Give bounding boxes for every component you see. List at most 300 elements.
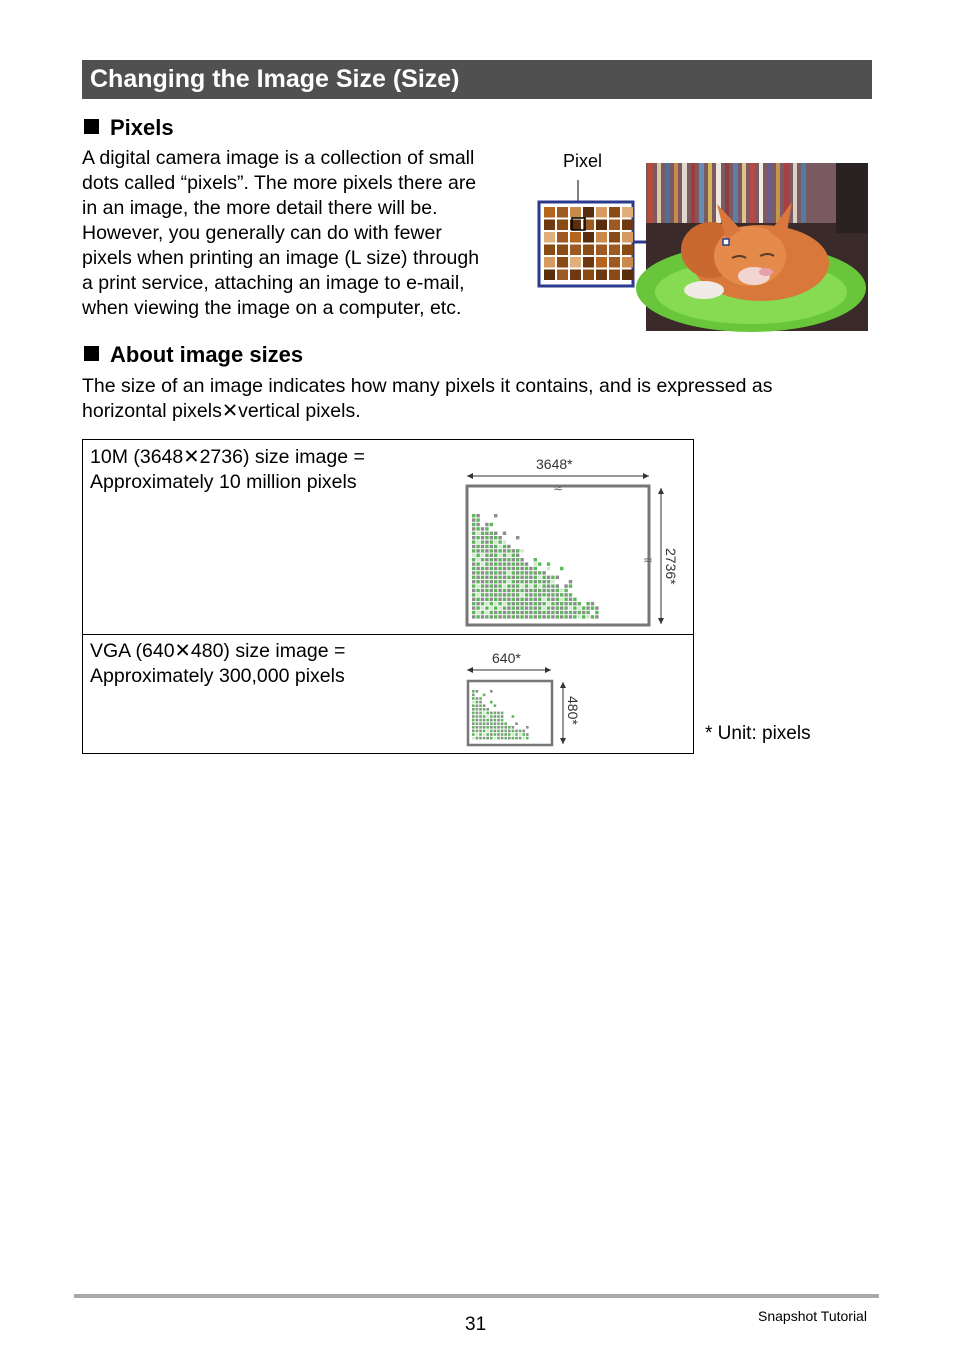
mosaic-pixel bbox=[476, 704, 479, 707]
mosaic-pixel bbox=[481, 536, 484, 539]
mosaic-pixel bbox=[472, 726, 475, 729]
mosaic-pixel bbox=[481, 571, 484, 574]
mosaic-pixel bbox=[494, 704, 497, 707]
mosaic-pixel bbox=[472, 704, 475, 707]
row-vga-text: VGA (640✕480) size image = Approximately 300,000 pixels bbox=[90, 640, 346, 687]
mosaic-pixel bbox=[578, 611, 581, 614]
mosaic-pixel bbox=[472, 518, 475, 521]
mosaic-pixel bbox=[569, 606, 572, 609]
mosaic-pixel bbox=[481, 584, 484, 587]
mosaic-pixel bbox=[516, 536, 519, 539]
mosaic-pixel bbox=[494, 536, 497, 539]
mosaic-pixel bbox=[490, 532, 493, 535]
mosaic-pixel bbox=[497, 722, 500, 725]
mosaic-pixel bbox=[476, 701, 479, 704]
mosaic-pixel bbox=[490, 580, 493, 583]
mosaic-pixel bbox=[498, 536, 501, 539]
mosaic-pixel bbox=[472, 615, 475, 618]
pixel-cell bbox=[622, 245, 633, 256]
mosaic-pixel bbox=[520, 549, 523, 552]
mosaic-pixel bbox=[515, 722, 518, 725]
mosaic-pixel bbox=[472, 558, 475, 561]
mosaic-pixel bbox=[515, 733, 518, 736]
mosaic-pixel bbox=[472, 737, 475, 740]
mosaic-pixel bbox=[564, 611, 567, 614]
height-label-vga: 480* bbox=[565, 696, 581, 725]
pixels-heading bbox=[84, 115, 174, 141]
width-label-vga: 640* bbox=[492, 650, 521, 666]
page-number: 31 bbox=[465, 1314, 487, 1335]
mosaic-pixel bbox=[481, 562, 484, 565]
mosaic-pixel bbox=[503, 584, 506, 587]
mosaic-pixel bbox=[490, 549, 493, 552]
mosaic-pixel bbox=[512, 558, 515, 561]
mosaic-pixel bbox=[485, 554, 488, 557]
mosaic-pixel bbox=[490, 589, 493, 592]
mosaic-pixel bbox=[547, 562, 550, 565]
mosaic-pixel bbox=[503, 576, 506, 579]
mosaic-pixel bbox=[516, 584, 519, 587]
mosaic-pixel bbox=[472, 719, 475, 722]
mosaic-pixel bbox=[472, 523, 475, 526]
mosaic-pixel bbox=[479, 722, 482, 725]
mosaic-pixel bbox=[547, 584, 550, 587]
mosaic-pixel bbox=[529, 611, 532, 614]
mosaic-pixel bbox=[529, 615, 532, 618]
mosaic-pixel bbox=[520, 598, 523, 601]
pixel-cell bbox=[583, 270, 594, 281]
mosaic-pixel bbox=[529, 576, 532, 579]
mosaic-pixel bbox=[498, 567, 501, 570]
mosaic-pixel bbox=[534, 589, 537, 592]
mosaic-pixel bbox=[485, 580, 488, 583]
mosaic-pixel bbox=[582, 611, 585, 614]
mosaic-pixel bbox=[538, 589, 541, 592]
mosaic-pixel bbox=[516, 576, 519, 579]
mosaic-pixel bbox=[494, 532, 497, 535]
mosaic-pixel bbox=[483, 708, 486, 711]
svg-text:≈: ≈ bbox=[553, 481, 564, 495]
mosaic-pixel bbox=[472, 527, 475, 530]
mosaic-pixel bbox=[486, 733, 489, 736]
mosaic-pixel bbox=[486, 737, 489, 740]
mosaic-pixel bbox=[551, 576, 554, 579]
pixel-cell bbox=[557, 257, 568, 268]
mosaic-pixel bbox=[483, 719, 486, 722]
mosaic-pixel bbox=[560, 611, 563, 614]
pixel-cell bbox=[544, 257, 555, 268]
mosaic-pixel bbox=[556, 602, 559, 605]
pixel-cell bbox=[544, 232, 555, 243]
mosaic-pixel bbox=[556, 589, 559, 592]
mosaic-pixel bbox=[476, 584, 479, 587]
mosaic-pixel bbox=[485, 593, 488, 596]
mosaic-pixel bbox=[481, 593, 484, 596]
mosaic-pixel bbox=[472, 697, 475, 700]
mosaic-pixel bbox=[520, 584, 523, 587]
mosaic-pixel bbox=[481, 567, 484, 570]
pixel-cell bbox=[544, 220, 555, 231]
mosaic-pixel bbox=[508, 733, 511, 736]
mosaic-pixel bbox=[538, 593, 541, 596]
mosaic-pixel bbox=[504, 722, 507, 725]
mosaic-pixel bbox=[542, 611, 545, 614]
pixels-heading-text: Pixels bbox=[110, 115, 174, 140]
mosaic-pixel bbox=[519, 737, 522, 740]
pixel-cell bbox=[544, 207, 555, 218]
mosaic-pixel bbox=[534, 602, 537, 605]
diagram-vga bbox=[453, 646, 593, 752]
mosaic-pixel bbox=[503, 593, 506, 596]
mosaic-pixel bbox=[547, 606, 550, 609]
mosaic-pixel bbox=[490, 690, 493, 693]
mosaic-pixel bbox=[481, 611, 484, 614]
mosaic-pixel bbox=[494, 571, 497, 574]
mosaic-pixel bbox=[476, 558, 479, 561]
mosaic-pixel bbox=[591, 615, 594, 618]
mosaic-pixel bbox=[486, 730, 489, 733]
mosaic-pixel bbox=[494, 540, 497, 543]
mosaic-pixel bbox=[512, 611, 515, 614]
mosaic-pixel bbox=[551, 584, 554, 587]
mosaic-pixel bbox=[560, 602, 563, 605]
mosaic-pixel bbox=[485, 576, 488, 579]
mosaic-pixel bbox=[547, 589, 550, 592]
mosaic-pixel bbox=[564, 593, 567, 596]
pixel-cell bbox=[583, 245, 594, 256]
mosaic-pixel bbox=[520, 562, 523, 565]
mosaic-pixel bbox=[472, 567, 475, 570]
mosaic-pixel bbox=[490, 598, 493, 601]
mosaic-pixel bbox=[507, 615, 510, 618]
footer-section-label: Snapshot Tutorial bbox=[758, 1308, 867, 1324]
mosaic-pixel bbox=[479, 726, 482, 729]
mosaic-pixel bbox=[519, 733, 522, 736]
mosaic-pixel bbox=[490, 562, 493, 565]
mosaic-pixel bbox=[507, 606, 510, 609]
mosaic-pixel bbox=[507, 562, 510, 565]
mosaic-pixel bbox=[534, 562, 537, 565]
mosaic-pixel bbox=[498, 584, 501, 587]
mosaic-pixel bbox=[529, 567, 532, 570]
mosaic-pixel bbox=[525, 611, 528, 614]
mosaic-pixel bbox=[472, 562, 475, 565]
mosaic-pixel bbox=[476, 545, 479, 548]
mosaic-pixel bbox=[560, 606, 563, 609]
mosaic-pixel bbox=[476, 602, 479, 605]
mosaic-pixel bbox=[503, 540, 506, 543]
mosaic-pixel bbox=[476, 536, 479, 539]
mosaic-pixel bbox=[578, 606, 581, 609]
mosaic-pixel bbox=[490, 611, 493, 614]
mosaic-pixel bbox=[547, 580, 550, 583]
mosaic-pixel bbox=[481, 527, 484, 530]
mosaic-pixel bbox=[498, 545, 501, 548]
mosaic-pixel bbox=[507, 558, 510, 561]
mosaic-pixel bbox=[519, 730, 522, 733]
mosaic-pixel bbox=[520, 606, 523, 609]
pixel-cell bbox=[596, 270, 607, 281]
mosaic-pixel bbox=[534, 598, 537, 601]
mosaic-pixel bbox=[582, 615, 585, 618]
mosaic-pixel bbox=[485, 540, 488, 543]
mosaic-pixel bbox=[472, 694, 475, 697]
mosaic-pixel bbox=[542, 580, 545, 583]
mosaic-pixel bbox=[476, 733, 479, 736]
mosaic-pixel bbox=[490, 523, 493, 526]
mosaic-pixel bbox=[516, 593, 519, 596]
mosaic-pixel bbox=[486, 715, 489, 718]
pixel-cell bbox=[570, 257, 581, 268]
mosaic-pixel bbox=[490, 701, 493, 704]
mosaic-pixel bbox=[476, 697, 479, 700]
mosaic-pixel bbox=[490, 584, 493, 587]
mosaic-pixel bbox=[494, 615, 497, 618]
mosaic-pixel bbox=[498, 606, 501, 609]
mosaic-pixel bbox=[472, 722, 475, 725]
pixel-cell bbox=[570, 232, 581, 243]
sizes-heading bbox=[84, 342, 303, 368]
mosaic-pixel bbox=[503, 532, 506, 535]
mosaic-pixel bbox=[486, 726, 489, 729]
mosaic-pixel bbox=[481, 549, 484, 552]
mosaic-pixel bbox=[512, 571, 515, 574]
mosaic-pixel bbox=[498, 571, 501, 574]
mosaic-pixel bbox=[481, 532, 484, 535]
mosaic-pixel bbox=[507, 611, 510, 614]
mosaic-pixel bbox=[472, 730, 475, 733]
pixels-paragraph-line: in an image, the more detail there will be. bbox=[82, 197, 438, 219]
mosaic-pixel bbox=[569, 580, 572, 583]
mosaic-pixel bbox=[503, 589, 506, 592]
pixel-cell bbox=[557, 220, 568, 231]
mosaic-pixel bbox=[476, 567, 479, 570]
mosaic-pixel bbox=[490, 606, 493, 609]
mosaic-pixel bbox=[529, 571, 532, 574]
mosaic-pixel bbox=[516, 571, 519, 574]
mosaic-pixel bbox=[508, 726, 511, 729]
mosaic-pixel bbox=[497, 712, 500, 715]
pixel-cell bbox=[596, 257, 607, 268]
mosaic-pixel bbox=[507, 593, 510, 596]
mosaic-pixel bbox=[507, 554, 510, 557]
mosaic-pixel bbox=[476, 580, 479, 583]
mosaic-pixel bbox=[529, 584, 532, 587]
mosaic-pixel bbox=[476, 562, 479, 565]
mosaic-pixel bbox=[476, 708, 479, 711]
mosaic-pixel bbox=[490, 615, 493, 618]
mosaic-pixel bbox=[472, 611, 475, 614]
mosaic-pixel bbox=[476, 611, 479, 614]
mosaic-pixel bbox=[472, 580, 475, 583]
mosaic-pixel bbox=[520, 558, 523, 561]
mosaic-pixel bbox=[504, 726, 507, 729]
mosaic-pixel bbox=[481, 598, 484, 601]
mosaic-pixel bbox=[529, 606, 532, 609]
mosaic-pixel bbox=[512, 730, 515, 733]
mosaic-pixel bbox=[534, 580, 537, 583]
pixels-paragraph-line: when viewing the image on a computer, etc. bbox=[82, 297, 462, 319]
mosaic-pixel bbox=[490, 733, 493, 736]
mosaic-pixel bbox=[503, 580, 506, 583]
mosaic-pixel bbox=[476, 514, 479, 517]
mosaic-pixel bbox=[490, 540, 493, 543]
mosaic-pixel bbox=[481, 615, 484, 618]
mosaic-pixel bbox=[564, 602, 567, 605]
mosaic-pixel bbox=[479, 701, 482, 704]
mosaic-pixel bbox=[564, 584, 567, 587]
mosaic-pixel bbox=[481, 545, 484, 548]
mosaic-pixel bbox=[520, 567, 523, 570]
mosaic-pixel bbox=[507, 602, 510, 605]
mosaic-pixel bbox=[522, 733, 525, 736]
mosaic-pixel bbox=[560, 615, 563, 618]
mosaic-pixel bbox=[479, 708, 482, 711]
mosaic-pixel bbox=[542, 576, 545, 579]
mosaic-pixel bbox=[494, 730, 497, 733]
mosaic-pixel bbox=[472, 598, 475, 601]
pixel-cell bbox=[596, 220, 607, 231]
mosaic-pixel bbox=[479, 704, 482, 707]
mosaic-pixel bbox=[497, 726, 500, 729]
mosaic-pixel bbox=[503, 545, 506, 548]
mosaic-pixel bbox=[498, 554, 501, 557]
mosaic-pixel bbox=[591, 602, 594, 605]
mosaic-pixel bbox=[573, 615, 576, 618]
mosaic-pixel bbox=[556, 606, 559, 609]
mosaic-pixel bbox=[564, 615, 567, 618]
mosaic-pixel bbox=[512, 606, 515, 609]
mosaic-pixel bbox=[476, 598, 479, 601]
mosaic-pixel bbox=[494, 602, 497, 605]
mosaic-pixel bbox=[595, 615, 598, 618]
row-10m-text: 10M (3648✕2736) size image = Approximately 10 million pixels bbox=[90, 446, 365, 493]
mosaic-pixel bbox=[542, 571, 545, 574]
mosaic-pixel bbox=[573, 606, 576, 609]
pixel-cell bbox=[609, 270, 620, 281]
mosaic-pixel bbox=[485, 589, 488, 592]
mosaic-pixel bbox=[526, 733, 529, 736]
pixel-cell bbox=[596, 232, 607, 243]
pixel-cell bbox=[609, 220, 620, 231]
mosaic-pixel bbox=[485, 567, 488, 570]
mosaic-pixel bbox=[534, 576, 537, 579]
mosaic-pixel bbox=[551, 606, 554, 609]
mosaic-pixel bbox=[569, 602, 572, 605]
mosaic-pixel bbox=[494, 598, 497, 601]
mosaic-pixel bbox=[512, 593, 515, 596]
mosaic-pixel bbox=[551, 611, 554, 614]
mosaic-pixel bbox=[472, 584, 475, 587]
mosaic-pixel bbox=[586, 606, 589, 609]
mosaic-pixel bbox=[476, 730, 479, 733]
mosaic-pixel bbox=[479, 719, 482, 722]
mosaic-pixel bbox=[538, 580, 541, 583]
mosaic-pixel bbox=[494, 733, 497, 736]
mosaic-pixel bbox=[494, 545, 497, 548]
width-label-10m: 3648* bbox=[536, 456, 573, 472]
mosaic-pixel bbox=[481, 558, 484, 561]
mosaic-pixel bbox=[485, 611, 488, 614]
mosaic-pixel bbox=[497, 737, 500, 740]
mosaic-pixel bbox=[472, 593, 475, 596]
mosaic-pixel bbox=[507, 580, 510, 583]
mosaic-pixel bbox=[542, 602, 545, 605]
mosaic-pixel bbox=[547, 593, 550, 596]
mosaic-pixel bbox=[481, 580, 484, 583]
mosaic-pixel bbox=[556, 593, 559, 596]
mosaic-pixel bbox=[472, 536, 475, 539]
mosaic-pixel bbox=[504, 730, 507, 733]
mosaic-pixel bbox=[504, 733, 507, 736]
mosaic-pixel bbox=[538, 584, 541, 587]
mosaic-pixel bbox=[472, 532, 475, 535]
mosaic-pixel bbox=[525, 576, 528, 579]
mosaic-pixel bbox=[551, 598, 554, 601]
mosaic-pixel bbox=[494, 737, 497, 740]
mosaic-pixel bbox=[556, 611, 559, 614]
mosaic-pixel bbox=[494, 719, 497, 722]
mosaic-pixel bbox=[542, 593, 545, 596]
mosaic-pixel bbox=[547, 615, 550, 618]
mosaic-pixel bbox=[494, 715, 497, 718]
mosaic-pixel bbox=[501, 719, 504, 722]
pixel-cell bbox=[583, 232, 594, 243]
mosaic-pixel bbox=[472, 589, 475, 592]
heading-bullet-icon bbox=[84, 346, 99, 361]
mosaic-pixel bbox=[507, 584, 510, 587]
mosaic-pixel bbox=[476, 576, 479, 579]
mosaic-pixel bbox=[479, 730, 482, 733]
mosaic-pixel bbox=[490, 602, 493, 605]
mosaic-pixel bbox=[512, 726, 515, 729]
mosaic-pixel bbox=[472, 571, 475, 574]
mosaic-pixel bbox=[547, 576, 550, 579]
mosaic-pixel bbox=[494, 611, 497, 614]
mosaic-pixel bbox=[472, 690, 475, 693]
mosaic-pixel bbox=[503, 562, 506, 565]
mosaic-pixel bbox=[522, 730, 525, 733]
mosaic-pixel bbox=[476, 719, 479, 722]
mosaic-pixel bbox=[494, 576, 497, 579]
mosaic-pixel bbox=[542, 615, 545, 618]
mosaic-pixel bbox=[512, 576, 515, 579]
mosaic-pixel bbox=[534, 611, 537, 614]
mosaic-pixel bbox=[516, 567, 519, 570]
mosaic-pixel bbox=[556, 598, 559, 601]
mosaic-pixel bbox=[503, 611, 506, 614]
mosaic-pixel bbox=[512, 580, 515, 583]
mosaic-pixel bbox=[551, 593, 554, 596]
mosaic-pixel bbox=[485, 584, 488, 587]
mosaic-pixel bbox=[485, 558, 488, 561]
mosaic-pixel bbox=[498, 540, 501, 543]
mosaic-pixel bbox=[520, 615, 523, 618]
mosaic-pixel bbox=[591, 606, 594, 609]
mosaic-pixel bbox=[479, 715, 482, 718]
mosaic-pixel bbox=[564, 598, 567, 601]
mosaic-pixel bbox=[498, 615, 501, 618]
mosaic-pixel bbox=[534, 593, 537, 596]
mosaic-pixel bbox=[490, 722, 493, 725]
mosaic-pixel bbox=[529, 602, 532, 605]
mosaic-pixel bbox=[582, 606, 585, 609]
mosaic-pixel bbox=[503, 554, 506, 557]
mosaic-pixel bbox=[507, 567, 510, 570]
pixels-paragraph-line: However, you generally can do with fewer bbox=[82, 222, 442, 244]
mosaic-pixel bbox=[569, 611, 572, 614]
mosaic-pixel bbox=[516, 580, 519, 583]
